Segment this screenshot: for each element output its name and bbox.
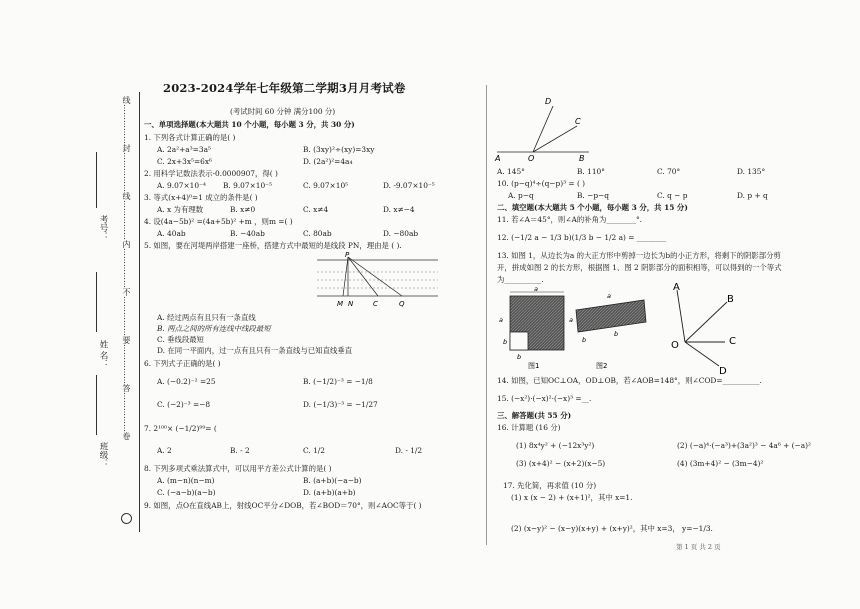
q3-stem: 3. 等式(x+4)⁰=1 成立的条件是( ) bbox=[144, 193, 258, 202]
q4-option-c[interactable]: C. 80ab bbox=[303, 229, 332, 238]
q11-stem: 11. 若∠A＝45°，则∠A的补角为________°. bbox=[497, 215, 642, 224]
label-o: O bbox=[528, 154, 535, 163]
q13-line2: 开，拼成如图 2 的长方形，根据图 1、图 2 阴影部分的面积相等，可以得到的一个等式 bbox=[497, 263, 782, 272]
kaohao-label: 考号： bbox=[98, 215, 108, 241]
q10-option-d[interactable]: D. p + q bbox=[737, 191, 768, 200]
q9-option-d[interactable]: D. 135° bbox=[737, 167, 766, 176]
q10-option-a[interactable]: A. p−q bbox=[508, 191, 534, 200]
q9-option-c[interactable]: C. 70° bbox=[657, 167, 681, 176]
q5-option-b[interactable]: B. 两点之间的所有连线中线段最短 bbox=[157, 324, 271, 333]
q9-option-b[interactable]: B. 110° bbox=[577, 167, 605, 176]
label-d: D bbox=[719, 366, 727, 377]
ray-oa bbox=[677, 290, 685, 342]
label-c: C bbox=[575, 117, 581, 126]
q8-option-b[interactable]: B. (a+b)(−a−b) bbox=[303, 476, 362, 485]
fig2-b2: b bbox=[614, 330, 619, 338]
q9-stem: 9. 如图，点O在直线AB上，射线OC平分∠DOB，若∠BOD＝70°，则∠AOC等于( ) bbox=[144, 501, 422, 510]
q7-option-c[interactable]: C. 1/2 bbox=[303, 446, 325, 455]
segment-pm bbox=[343, 257, 348, 296]
exam-meta: (考试时间 60 分钟 满分100 分) bbox=[230, 107, 336, 116]
xingming-label: 姓 名： bbox=[98, 340, 108, 369]
q10-option-b[interactable]: B. −p−q bbox=[577, 191, 609, 200]
q17-stem: 17. 先化简，再求值 (10 分) bbox=[503, 481, 597, 490]
q8-stem: 8. 下列多项式乘法算式中，可以用平方差公式计算的是( ) bbox=[144, 464, 332, 473]
column-divider bbox=[486, 85, 487, 545]
section1-heading: 一、单项选择题(本大题共 10 个小题，每小题 3 分，共 30 分) bbox=[144, 120, 355, 129]
q10-option-c[interactable]: C. q − p bbox=[657, 191, 688, 200]
q13-line3: 为__________. bbox=[497, 275, 544, 284]
q5-stem: 5. 如图，要在河堤两岸搭建一座桥，搭建方式中最短的是线段 PN，理由是 ( ). bbox=[144, 241, 402, 250]
exam-title: 2023-2024学年七年级第二学期3月月考试卷 bbox=[163, 81, 406, 95]
label-c: C bbox=[373, 300, 378, 308]
label-b: B bbox=[727, 294, 734, 305]
q2-option-c[interactable]: C. 9.07×10⁵ bbox=[303, 181, 349, 190]
fig2-left-a: a bbox=[569, 316, 573, 324]
q3-option-a[interactable]: A. x 为有理数 bbox=[157, 205, 204, 214]
q8-option-d[interactable]: D. (a+b)(a+b) bbox=[303, 488, 356, 497]
q13-figures bbox=[494, 286, 674, 370]
q2-stem: 2. 用科学记数法表示-0.0000907，得( ) bbox=[144, 169, 278, 178]
segment-pq bbox=[348, 257, 402, 296]
fig1-left-b: b bbox=[503, 338, 508, 346]
ray-ob bbox=[685, 302, 727, 342]
q14-figure bbox=[665, 280, 775, 378]
binding-text: 线……………封……………线……………内……………不……………要……………答……………卷 bbox=[122, 96, 131, 440]
fig2-caption: 图2 bbox=[596, 362, 608, 370]
fig1-small-square bbox=[510, 332, 528, 350]
q16-stem: 16. 计算题 (16 分) bbox=[497, 423, 561, 432]
q5-option-d[interactable]: D. 在同一平面内，过一点有且只有一条直线与已知直线垂直 bbox=[157, 346, 353, 355]
label-p: P bbox=[345, 252, 350, 259]
banji-label: 班级： bbox=[98, 442, 108, 468]
q16-part1: (1) 8x⁴y² + (−12x³y²) bbox=[516, 441, 595, 450]
q9-figure bbox=[493, 94, 593, 164]
q4-option-b[interactable]: B. −40ab bbox=[230, 229, 265, 238]
label-o: O bbox=[671, 340, 679, 351]
q1-option-c[interactable]: C. 2x+3x⁵=6x⁶ bbox=[157, 157, 213, 166]
q17-part2: (2) (x−y)² − (x−y)(x+y) + (x+y)²，其中 x=3， y=−1/3. bbox=[511, 524, 713, 533]
q5-option-a[interactable]: A. 经过两点有且只有一条直线 bbox=[157, 313, 256, 322]
q2-option-a[interactable]: A. 9.07×10⁻⁴ bbox=[157, 181, 206, 190]
ray-od bbox=[533, 106, 553, 152]
q8-option-a[interactable]: A. (m−n)(n−m) bbox=[157, 476, 215, 485]
q7-option-d[interactable]: D. - 1/2 bbox=[395, 446, 423, 455]
binding-margin bbox=[113, 92, 140, 532]
q1-stem: 1. 下列各式计算正确的是( ) bbox=[144, 133, 236, 142]
binding-hole-icon bbox=[121, 513, 132, 524]
q10-stem: 10. (p−q)⁴÷(q−p)³ = ( ) bbox=[497, 179, 586, 188]
q6-stem: 6. 下列式子正确的是( ) bbox=[144, 359, 221, 368]
label-a: A bbox=[495, 154, 501, 163]
q5-figure bbox=[315, 252, 440, 312]
q8-option-c[interactable]: C. (−a−b)(a−b) bbox=[157, 488, 216, 497]
q3-option-d[interactable]: D. x≠−4 bbox=[383, 205, 415, 214]
q16-part3: (3) (x+4)² − (x+2)(x−5) bbox=[516, 459, 606, 468]
label-d: D bbox=[545, 97, 552, 106]
banji-line[interactable] bbox=[96, 375, 98, 435]
q3-option-c[interactable]: C. x≠4 bbox=[303, 205, 329, 214]
q15-stem: 15. (−x²)·(−x)²·(−x)³ =__. bbox=[497, 394, 592, 403]
q17-part1: (1) x (x − 2) + (x+1)²，其中 x=1. bbox=[511, 493, 633, 502]
label-c: C bbox=[729, 336, 736, 347]
q6-option-c[interactable]: C. (−2)⁻³ =−8 bbox=[157, 400, 211, 409]
q3-option-b[interactable]: B. x≠0 bbox=[230, 205, 256, 214]
label-q: Q bbox=[399, 300, 405, 308]
kaohao-line bbox=[96, 152, 98, 208]
q5-option-c[interactable]: C. 垂线段最短 bbox=[157, 335, 205, 344]
section3-heading: 三、解答题(共 55 分) bbox=[497, 411, 572, 420]
q4-stem: 4. 设(4a−5b)² =(4a+5b)² +m ，则m =( ) bbox=[144, 217, 293, 226]
q16-part2: (2) (−a)⁴·(−a³)+(3a²)³ − 4a⁶ + (−a)² bbox=[677, 441, 811, 450]
q2-option-b[interactable]: B. 9.07×10⁻⁵ bbox=[223, 181, 273, 190]
label-n: N bbox=[348, 300, 354, 308]
q7-option-b[interactable]: B. - 2 bbox=[230, 446, 250, 455]
section2-heading: 二、填空题(本大题共 5 个小题，每小题 3 分，共 15 分) bbox=[497, 203, 688, 212]
label-m: M bbox=[337, 300, 344, 308]
q9-option-a[interactable]: A. 145° bbox=[497, 167, 525, 176]
fig2-bottom-b: b bbox=[582, 336, 587, 344]
q1-option-a[interactable]: A. 2a²+a³=3a⁵ bbox=[157, 145, 211, 154]
fig1-left-a: a bbox=[499, 316, 503, 324]
q6-option-b[interactable]: B. (−1/2)⁻³ = −1/8 bbox=[303, 377, 373, 386]
fig2-top-a: a bbox=[607, 292, 611, 300]
q2-option-d[interactable]: D. -9.07×10⁻⁵ bbox=[383, 181, 435, 190]
q6-option-a[interactable]: A. (−0.2)⁻² =25 bbox=[157, 377, 216, 386]
fig1-top-a: a bbox=[534, 286, 538, 293]
q13-line1: 13. 如图 1，从边长为a 的大正方形中剪掉一边长为b的小正方形，将剩下的阴影部分剪 bbox=[497, 251, 781, 260]
fig1-bottom-b: b bbox=[517, 353, 522, 361]
page-footer: 第 1 页 共 2 页 bbox=[676, 543, 721, 551]
q4-option-d[interactable]: D. −80ab bbox=[383, 229, 419, 238]
ray-oc bbox=[533, 126, 577, 152]
q14-stem: 14. 如图，已知OC⊥OA，OD⊥OB，若∠AOB=148°，则∠COD=__________. bbox=[497, 376, 762, 385]
q7-stem: 7. 2¹⁰⁰× (−1/2)⁹⁹= ( bbox=[144, 424, 217, 433]
q4-option-a[interactable]: A. 40ab bbox=[157, 229, 186, 238]
label-b: B bbox=[579, 154, 585, 163]
segment-pc bbox=[348, 257, 378, 296]
fig2-rectangle bbox=[576, 300, 646, 332]
q6-option-d[interactable]: D. (−1/3)⁻³ = −1/27 bbox=[303, 400, 378, 409]
q7-option-a[interactable]: A. 2 bbox=[157, 446, 172, 455]
label-a: A bbox=[673, 282, 680, 293]
xingming-line[interactable] bbox=[96, 272, 98, 332]
q1-option-d[interactable]: D. (2a²)²=4a₄ bbox=[303, 157, 353, 166]
ray-od bbox=[685, 342, 719, 366]
q12-stem: 12. (−1/2 a − 1/3 b)(1/3 b − 1/2 a) = ________ bbox=[497, 233, 667, 242]
fig1-caption: 图1 bbox=[528, 362, 540, 370]
q1-option-b[interactable]: B. (3xy)²÷(xy)=3xy bbox=[303, 145, 375, 154]
q16-part4: (4) (3m+4)² − (3m−4)² bbox=[677, 459, 764, 468]
